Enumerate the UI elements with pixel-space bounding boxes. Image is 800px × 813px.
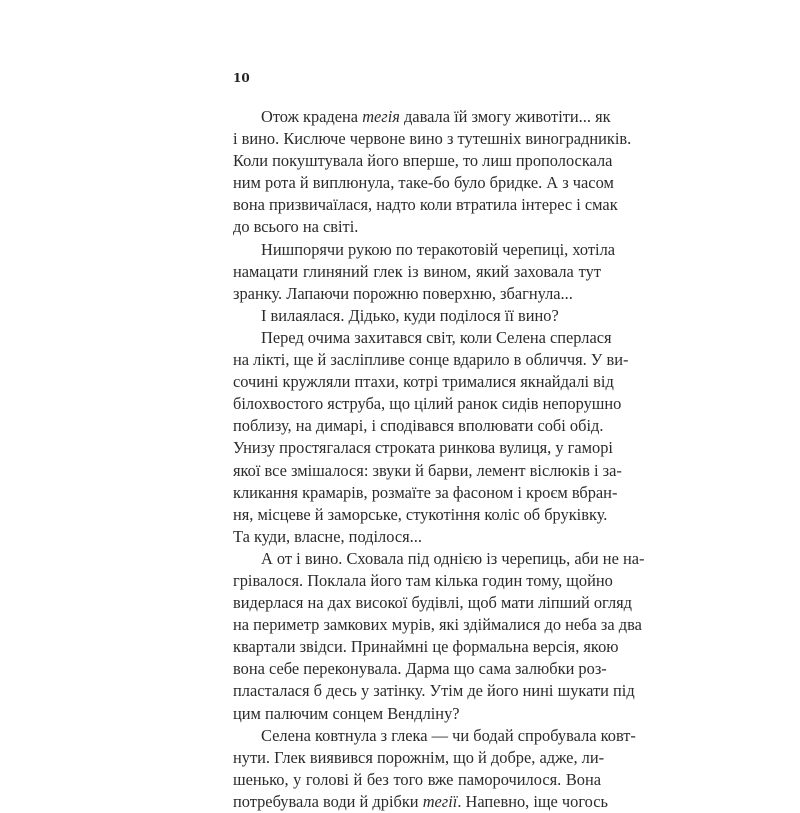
text-line [233,150,613,172]
text-run: до всього на світі. [233,217,359,237]
text-line [233,548,645,570]
text-line [233,239,616,261]
text-run: видерлася на дах високої будівлі, щоб мати ліпший огляд [233,593,633,613]
text-run: цим палючим сонцем Вендліну? [233,703,460,723]
text-run: на лікті, ще й засліпливе сонце вдарило в обличчя. У ви- [233,350,629,370]
text-run: ня, місцеве й заморське, стукотіння коліс об бруківку. [233,504,608,524]
text-line [233,305,601,327]
text-line [233,570,613,592]
text-line [233,216,601,238]
text-run: квартали звідси. Принаймні це формальна версія, якою [233,637,619,657]
text-run: Селена ковтнула з глека — чи бодай спробувала ковт- [261,725,636,745]
text-line [233,415,604,437]
text-line [233,194,618,216]
text-line [233,747,605,769]
text-line [233,725,636,747]
text-run: Нишпорячи рукою по теракотовій черепиці, хотіла [261,239,616,259]
text-run: Отож крадена [261,107,363,126]
text-line [233,504,608,526]
text-run: давала їй змогу животіти... як [399,107,611,126]
text-run: сочині кружляли птахи, котрі трималися якнайдалі від [233,372,614,392]
paragraph [233,305,601,327]
text-run: вона себе переконувала. Дарма що сама залюбки роз- [233,659,607,679]
text-line [233,371,614,393]
text-run: грівалося. Поклала його там кілька годин тому, щойно [233,570,613,590]
text-line [233,460,622,482]
text-run: потребувала води й дрібки [233,791,423,811]
page-number: 10 [233,71,250,85]
text-line [233,636,619,658]
text-run: намацати глиняний глек із вином, який заховала тут [233,261,601,281]
text-run: зранку. Лапаючи порожню поверхню, збагнула... [233,283,573,303]
paragraph [233,106,632,239]
paragraph [233,548,645,725]
text-line [233,327,612,349]
text-line [233,791,609,813]
text-line [233,703,601,725]
text-line [233,261,601,283]
text-run: Унизу простягалася строката ринкова вулиця, у гаморі [233,438,613,458]
italic-term: тегія [362,107,400,126]
text-line [233,769,601,791]
text-line [233,128,632,150]
text-line [233,437,613,459]
text-run: Коли покуштувала його вперше, то лиш прополоскала [233,151,613,171]
text-line [233,614,642,636]
text-line [233,393,622,415]
text-run: нути. Глек виявився порожнім, що й добре, адже, ли- [233,747,605,767]
text-run: білохвостого яструба, що цілий ранок сидів непорушно [233,394,622,414]
body-text [233,106,645,813]
text-line [233,658,607,680]
text-run: ним рота й виплюнула, таке-бо було бридке. А з часом [233,173,614,193]
text-run: шенько, у голові й без того вже паморочилося. Вона [233,769,601,789]
text-line [233,172,614,194]
italic-term: тегії [422,791,458,811]
text-run: пласталася б десь у затінку. Утім де його нині шукати під [233,681,635,701]
text-line [233,680,635,702]
text-run: А от і вино. Сховала під однією із черепиць, аби не на- [261,548,645,568]
text-run: на периметр замкових мурів, які здіймалися до неба за два [233,615,642,635]
text-run: поблизу, на димарі, і сподівався вполювати собі обід. [233,416,604,436]
text-run: якої все змішалося: звуки й барви, лемент віслюків і за- [233,460,622,480]
text-line [233,592,633,614]
paragraph [233,239,616,305]
text-run: . Напевно, іще чогось [457,791,609,811]
text-run: вона призвичаїлася, надто коли втратила інтерес і смак [233,195,618,215]
text-line [233,526,601,548]
text-run: Та куди, власне, поділося... [233,526,422,546]
text-run: Перед очима захитався світ, коли Селена сперлася [261,327,612,347]
text-line [233,349,629,371]
paragraph [233,327,629,548]
text-line [233,482,618,504]
text-line [233,283,601,305]
text-run: кликання крамарів, розмаїте за фасоном і кроєм вбран- [233,482,618,502]
text-line [233,106,611,128]
text-run: і вино. Кислюче червоне вино з тутешніх виноградників. [233,129,632,149]
text-run: І вилаялася. Дідько, куди поділося її вино? [261,305,559,325]
